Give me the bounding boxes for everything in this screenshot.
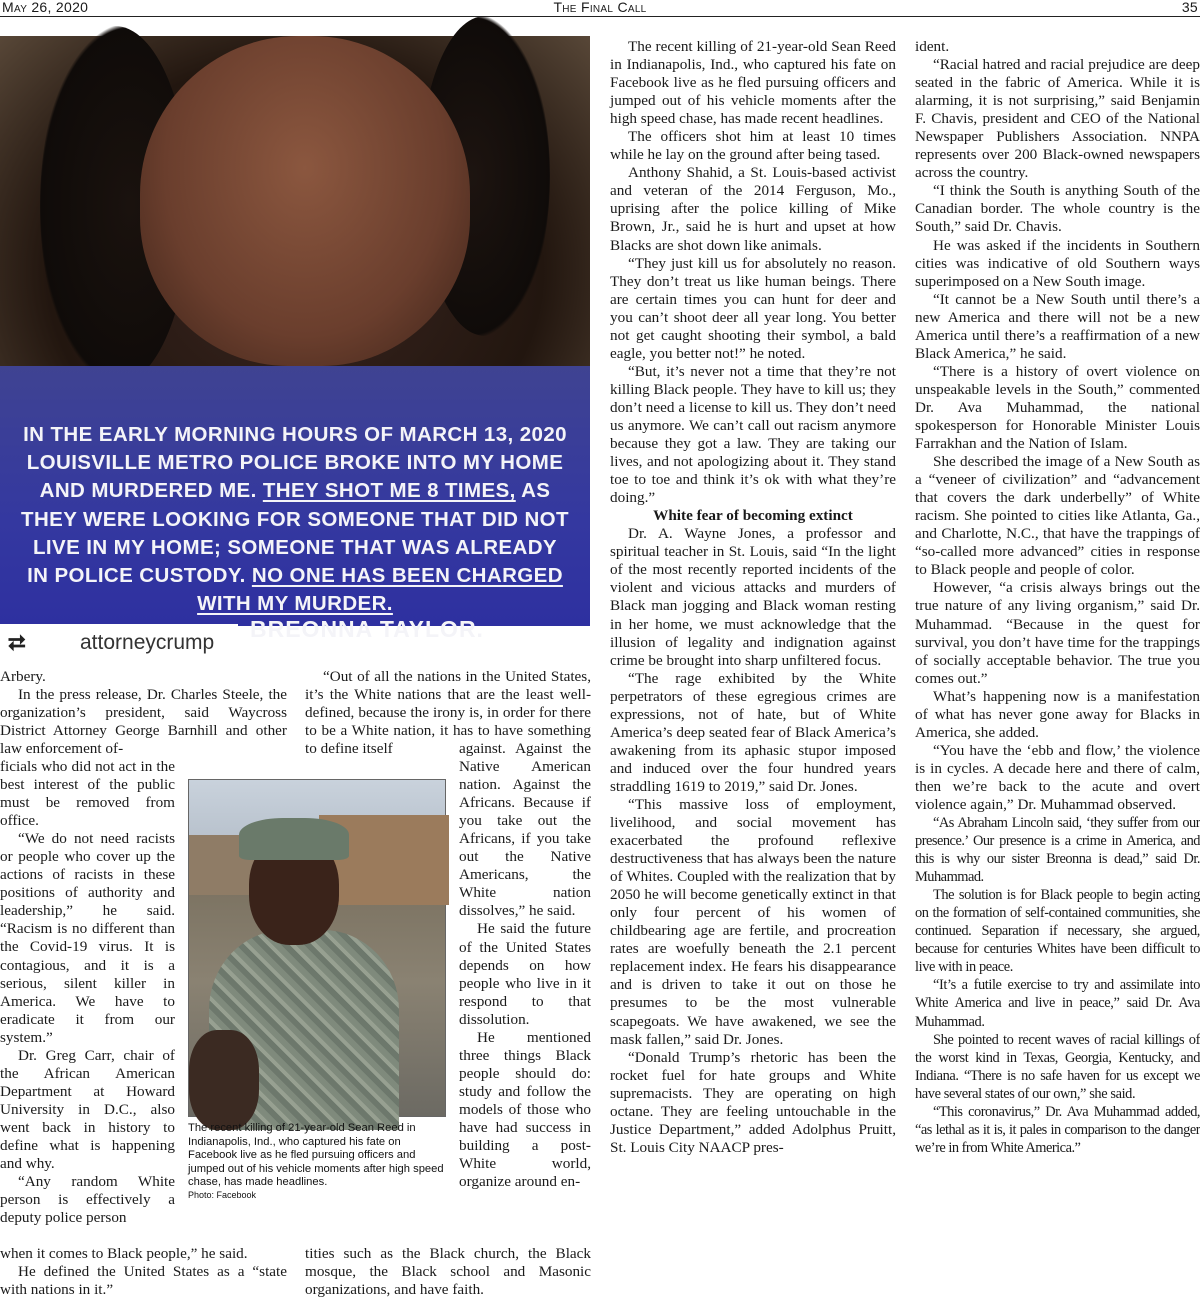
paragraph: In the press release, Dr. Charles Steele, the organization’s president, said Waycross District Attorney George Barnhill and other law enforcement of- xyxy=(0,686,287,758)
article-column-1-narrow xyxy=(0,758,175,1227)
overlay-line: LOUISVILLE METRO POLICE BROKE INTO MY HOME xyxy=(26,451,564,475)
paragraph: The recent killing of 21-year-old Sean Reed in Indianapolis, Ind., who captured his fate on Facebook live as he fled pursuing officers and jumped out of his vehicle moments after the high speed chase, has made recent headlines. xyxy=(610,38,896,128)
article-column-1 xyxy=(0,668,287,758)
paragraph: ident. xyxy=(915,38,950,55)
paragraph: “They just kill us for absolutely no reason. They don’t treat us like human beings. There are certain times you can hunt for deer and you can’t shoot deer all year long. You better not get caught shooting their symbol, a bald eagle, you better not!” he noted. xyxy=(610,254,896,362)
hero-name-line: BREONNA TAYLOR. xyxy=(250,616,484,642)
hero-face xyxy=(140,36,470,366)
issue-date: May 26, 2020 xyxy=(2,0,89,15)
overlay-line: IN THE EARLY MORNING HOURS OF MARCH 13, 2020 xyxy=(23,423,567,446)
article-column-1-bottom xyxy=(0,1245,287,1299)
paragraph: He was asked if the incidents in Southern cities was indicative of old Southern ways superimposed on a New South image. xyxy=(915,236,1200,290)
paragraph: “You have the ‘ebb and flow,’ the violence is in cycles. A decade here and there of calm, then we’re back to the acute and overt violence again,” Dr. Muhammad observed. xyxy=(915,741,1200,813)
hero-overlay-text xyxy=(0,421,590,618)
overlay-line: THEY WERE LOOKING FOR SOMEONE THAT DID NOT xyxy=(21,507,569,531)
paragraph: He said the future of the United States depends on how people who live in it respond to that dissolution. xyxy=(459,920,591,1028)
overlay-segment: AS xyxy=(515,479,551,503)
paragraph: “As Abraham Lincoln said, ‘they suffer from our presence.’ Our presence is a crime in America, and this is why our sister Breonna is dead,” said Dr. Muhammad. xyxy=(915,815,1200,886)
paragraph: “But, it’s never not a time that they’re not killing Black people. They have to kill us; they don’t need a license to kill us. They don’t need us anymore. We can’t call out racism anymore because they got a law. They are taking our lives, and not apologizing about it. They stand toe to toe and think it’s ok with what they’re doing.” xyxy=(610,362,896,507)
inset-photo xyxy=(188,779,446,1117)
hero-photo xyxy=(0,36,590,656)
photo-credit: Photo: Facebook xyxy=(188,1189,257,1200)
paragraph: She pointed to recent waves of racial killings of the worst kind in Texas, Georgia, Kentucky, and Indiana. “There is no safe haven for us except we have several states of our own,” she said. xyxy=(915,1031,1200,1102)
inset-caption xyxy=(188,1122,448,1201)
paragraph: Anthony Shahid, a St. Louis-based activist and veteran of the 2014 Ferguson, Mo., uprising after the police killing of Mike Brown, Jr., said he is hurt and upset at how Blacks are shot down like animals. xyxy=(610,164,896,254)
paragraph: She described the image of a New South as a “veneer of civilization” and “advancement that covers the dark underbelly” of White racism. She pointed to cities like Atlanta, Ga., and Charlotte, N.C., that have the trappings of “so-called more advanced” cities in response to Black people and people of color. xyxy=(915,453,1200,579)
paragraph: “I think the South is anything South of the Canadian border. The whole country is the South,” said Dr. Chavis. xyxy=(915,182,1200,236)
paragraph: “There is a history of overt violence on unspeakable levels in the South,” commented Dr. Ava Muhammad, the national spokesperson for Honorable Minister Louis Farrakhan and the Nation of Islam. xyxy=(915,362,1200,453)
paragraph: “This coronavirus,” Dr. Ava Muhammad added, “as lethal as it is, it pales in comparison to the danger we’re in from White America.” xyxy=(915,1103,1200,1156)
inset-cap xyxy=(239,818,349,860)
paragraph: Dr. A. Wayne Jones, a professor and spiritual teacher in St. Louis, said “In the light of the most recently reported incidents of the violent and vicious attacks and murders of Black man jogging and Black woman resting in her home, we must acknowledge that the illusion of legality and indignation against crime be brought into sharp unfiltered focus. xyxy=(610,525,896,669)
article-column-3 xyxy=(610,38,896,1157)
overlay-line: LIVE IN MY HOME; SOMEONE THAT WAS ALREADY xyxy=(33,535,557,559)
paragraph: “The rage exhibited by the White perpetrators of these egregious crimes are expressions, not of hate, but of White America’s deep seated fear of Black America’s awakening from its aphasic stupor imposed and induced over the four hundred years straddling 1619 to 2019,” said Dr. Jones. xyxy=(610,669,896,795)
paragraph: when it comes to Black people,” he said. xyxy=(0,1245,248,1262)
publication-name: The Final Call xyxy=(553,0,647,15)
paragraph: However, “a crisis always brings out the true nature of any living organism,” said Dr. Muhammad. “Because in the quest for survival, you don’t have time for the trappings of socially acceptable behavior. The true you comes out.” xyxy=(915,579,1200,687)
paragraph: ficials who did not act in the best interest of the public must be removed from office. xyxy=(0,758,175,830)
paragraph: The officers shot him at least 10 times while he lay on the ground after being tased. xyxy=(610,128,896,164)
page-number: 35 xyxy=(1181,0,1198,15)
page-header xyxy=(0,0,1200,17)
paragraph: tities such as the Black church, the Black mosque, the Black school and Masonic organizations, and have faith. xyxy=(305,1245,591,1299)
repost-badge xyxy=(0,624,238,662)
paragraph: “It’s a futile exercise to try and assimilate into White America and live in peace,” said Dr. Ava Muhammad. xyxy=(915,977,1200,1030)
paragraph: Dr. Greg Carr, chair of the African American Department at Howard University in D.C., also went back in history to define what is happening and why. xyxy=(0,1046,175,1173)
article-column-2-narrow xyxy=(459,740,591,1191)
overlay-segment: IN POLICE CUSTODY. xyxy=(27,564,252,588)
caption-text: The recent killing of 21-year-old Sean Reed in Indianapolis, Ind., who captured his fate on Facebook live as he fled pursuing officers and jumped out of his vehicle moments after high speed chase, has made headlines. xyxy=(188,1122,444,1189)
paragraph: “It cannot be a New South until there’s a new America and there will not be a new America until there’s a reaffirmation of a new Black America,” he said. xyxy=(915,290,1200,362)
paragraph: “We do not need racists or people who cover up the actions of racists in these positions of authority and leadership,” he said. “Racism is no different than the Covid-19 virus. It is contagious, and it is a serious, silent killer in America. We have to eradicate it from our system.” xyxy=(0,830,175,1046)
paragraph: against. Against the Native American nation. Against the Africans. Because if you take out the Africans, if you take out the Native Americans, the White nation dissolves,” he said. xyxy=(459,740,591,920)
paragraph: He defined the United States as a “state with nations in it.” xyxy=(0,1263,287,1299)
paragraph: “Donald Trump’s rhetoric has been the rocket fuel for hate groups and White supremacists. They are operating on high octane. They are feeling untouchable in the Justice Department,” added Adolphus Pruitt, St. Louis City NAACP pres- xyxy=(610,1048,896,1156)
paragraph: Arbery. xyxy=(0,668,46,685)
paragraph: The solution is for Black people to begin acting on the formation of self-contained communities, she continued. Separation if necessary, she argued, because for centuries Whites have been difficult to live with in peace. xyxy=(915,887,1200,976)
overlay-segment: AND MURDERED ME. xyxy=(39,479,263,503)
overlay-underlined: WITH MY MURDER. xyxy=(197,592,393,616)
overlay-line xyxy=(0,562,590,590)
overlay-line xyxy=(0,477,590,505)
article-column-4 xyxy=(915,38,1200,1157)
paragraph: What’s happening now is a manifestation of what has never gone away for Blacks in America, she added. xyxy=(915,687,1200,741)
paragraph: He mentioned three things Black people should do: study and follow the models of those who have had success in building a post-White world, organize around en- xyxy=(459,1028,591,1191)
paragraph: “This massive loss of employment, livelihood, and social movement has exacerbated the profound reflexive destructiveness that has always been the nature of Whites. Coupled with the realization that by 2050 he will become genetically extinct in that only four percent of his women of childbearing age are fertile, and procreation rates are woefully beneath the 2.1 percent replacement index. He fears his disappearance and is driven to take it out on those he presumes to be the most vulnerable scapegoats. We have awakened, we see the mask fallen,” said Dr. Jones. xyxy=(610,795,896,1048)
inset-child xyxy=(189,1030,259,1130)
repost-icon: ⮂ xyxy=(8,630,26,656)
overlay-underlined: NO ONE HAS BEEN CHARGED xyxy=(251,564,563,588)
overlay-line xyxy=(0,590,590,618)
paragraph: “Out of all the nations in the United States, it’s the White nations that are the least well-defined, because the irony is, in order for there to be a White nation, it has to have something to define itself xyxy=(305,668,591,758)
section-subhead: White fear of becoming extinct xyxy=(653,507,853,525)
paragraph: “Racial hatred and racial prejudice are deep seated in the fabric of America. While it is alarming, it is not surprising,” said Benjamin F. Chavis, president and CEO of the National Newspaper Publishers Association. NNPA represents over 200 Black-owned newspapers across the country. xyxy=(915,56,1200,182)
paragraph: “Any random White person is effectively a deputy police person xyxy=(0,1173,175,1227)
article-column-2-bottom xyxy=(305,1245,591,1299)
overlay-underlined: THEY SHOT ME 8 TIMES, xyxy=(262,479,516,503)
repost-handle: attorneycrump xyxy=(80,631,215,654)
